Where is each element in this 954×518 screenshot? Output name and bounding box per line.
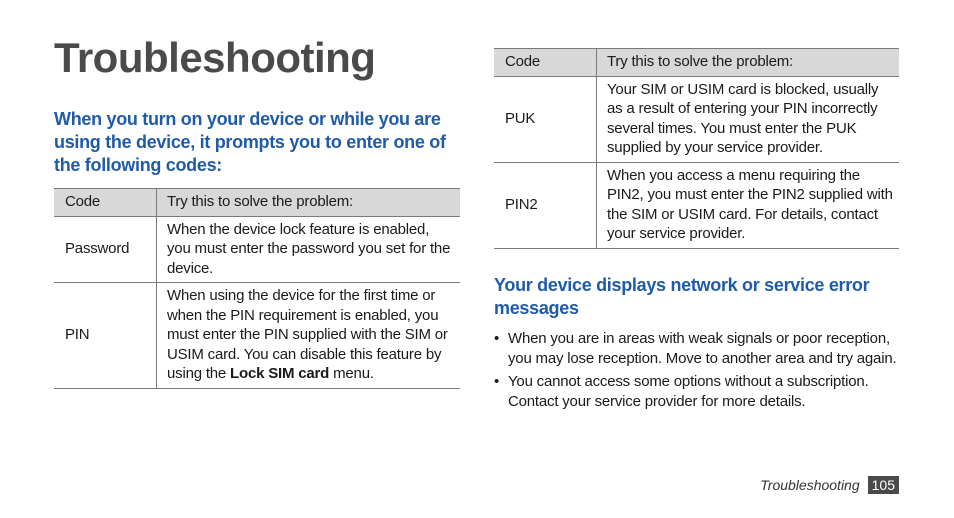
code-cell: PIN2 [494,162,597,248]
page-number: 105 [868,476,899,494]
bullet-icon: • [494,329,500,347]
code-cell: PUK [494,76,597,162]
list-item [494,372,899,412]
table-header-code: Code [494,49,597,77]
network-bullet-list [494,329,899,412]
solution-cell: When you access a menu requiring the PIN2, you must enter the PIN2 supplied with the SIM or USIM card. For details, contact your service provider. [597,162,900,248]
solution-cell: Your SIM or USIM card is blocked, usually as a result of entering your PIN incorrectly several times. You must enter the PUK supplied by your service provider. [597,76,900,162]
code-cell: PIN [54,283,157,389]
bullet-icon: • [494,372,500,390]
table-row [54,283,460,389]
table-header-row [54,189,460,217]
table-header-solution: Try this to solve the problem: [597,49,900,77]
table-header-row [494,49,899,77]
left-column [54,108,460,389]
footer-section-label: Troubleshooting [760,477,860,493]
table-header-code: Code [54,189,157,217]
list-item-text: You cannot access some options without a subscription. Contact your service provider for more details. [508,372,869,410]
list-item-text: When you are in areas with weak signals or poor reception, you may lose reception. Move to another area and try again. [508,329,897,367]
code-cell: Password [54,216,157,283]
table-row [54,216,460,283]
menu-name-lock-sim-card: Lock SIM card [230,365,330,382]
section-heading-codes: When you turn on your device or while you are using the device, it prompts you to enter one of the following codes: [54,109,446,175]
solution-cell: When the device lock feature is enabled, you must enter the password you set for the device. [157,216,461,283]
right-column [494,48,899,415]
table-row [494,162,899,248]
codes-table-continued [494,48,899,249]
page-title: Troubleshooting [54,34,376,81]
solution-text: menu. [329,365,374,382]
section-heading-network: Your device displays network or service error messages [494,274,870,318]
table-row [494,76,899,162]
codes-table [54,188,460,389]
table-header-solution: Try this to solve the problem: [157,189,461,217]
solution-text: When using the device for the first time or when the PIN requirement is enabled, you must enter the PIN supplied with the SIM or USIM card. You can disable this feature by using the [167,287,448,382]
page-footer [760,476,899,494]
solution-cell [157,283,461,389]
list-item [494,329,899,369]
